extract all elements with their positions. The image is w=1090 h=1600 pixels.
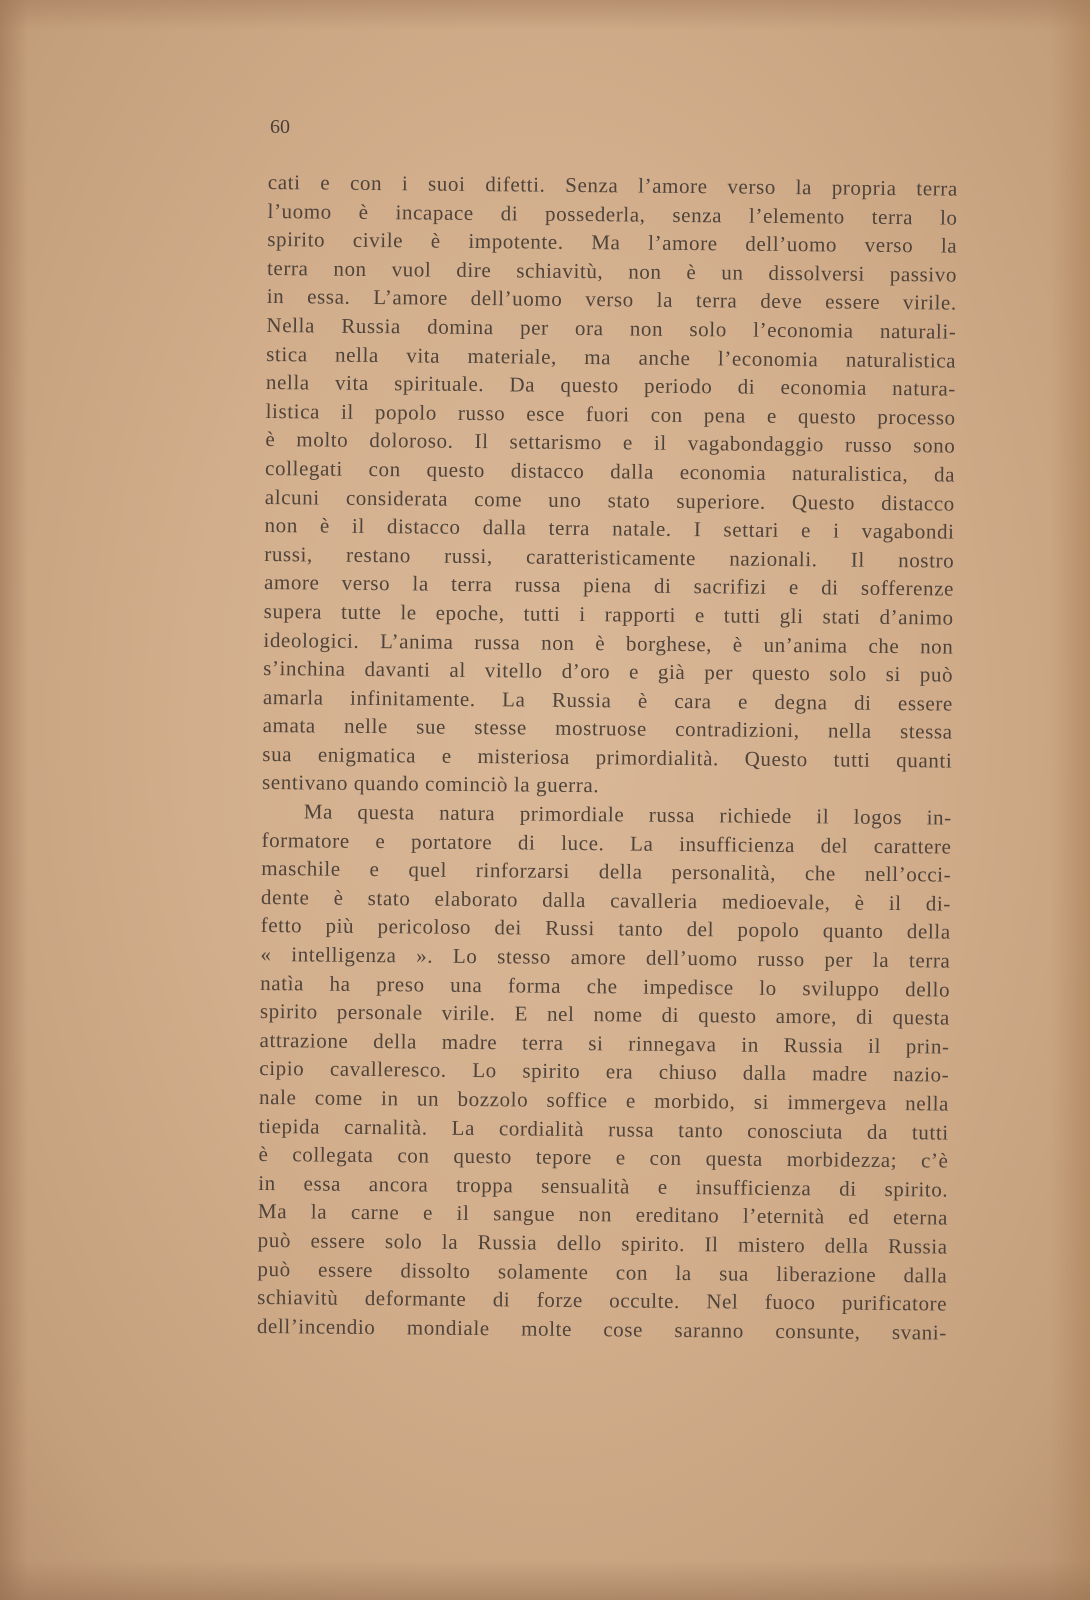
text-line: cipio cavalleresco. Lo spirito era chiuso dalla madre nazio- [259,1056,950,1087]
text-line: amore verso la terra russa piena di sacrifizi e di sofferenze [263,570,955,601]
page-edge-shadow-top [0,0,1090,30]
text-line: l’uomo è incapace di possederla, senza l’elemento terra lo [267,198,958,230]
page-number: 60 [270,116,290,138]
text-line: sentivano quando cominciò la guerra. [261,770,600,798]
page-edge-shadow-left [0,0,28,1600]
body-text [257,168,958,1347]
text-line: collegati con questo distacco dalla economia naturalistica, da [265,455,956,487]
text-line: nale come in un bozzolo soffice e morbido, si immergeva nella [258,1084,950,1116]
text-line: tiepida carnalità. La cordialità russa tanto conosciuta da tutti [258,1113,949,1145]
text-line: formatore e portatore di luce. La insufficienza del carattere [261,827,952,859]
text-line: è molto doloroso. Il settarismo e il vagabondaggio russo sono [265,427,956,458]
text-line: alcuni considerata come uno stato superiore. Questo distacco [264,484,955,516]
text-line: schiavitù deformante di forze occulte. Nel fuoco purificatore [257,1285,948,1316]
text-line: amata nelle sue stesse mostruose contradizioni, nella stessa [262,713,953,744]
text-line: Ma questa natura primordiale russa richiede il logos in- [303,799,952,830]
text-line: dell’incendio mondiale molte cose saranno consunte, svani- [256,1313,947,1345]
text-line: russi, restano russi, caratteristicamente nazionali. Il nostro [264,541,955,573]
text-line: può essere dissolto solamente con la sua liberazione dalla [257,1256,948,1288]
text-line: in essa ancora troppa sensualità e insufficienza di spirito. [258,1170,949,1202]
text-line: natìa ha preso una forma che impedisce lo sviluppo dello [260,970,951,1002]
text-line: Nella Russia domina per ora non solo l’economia naturali- [266,312,957,344]
text-line: nella vita spirituale. Da questo periodo di economia natura- [265,370,957,401]
text-line: in essa. L’amore dell’uomo verso la terra deve essere virile. [266,284,957,315]
text-line: Ma la carne e il sangue non ereditano l’eternità ed eterna [257,1199,949,1230]
text-line: sua enigmatica e misteriosa primordialità. Questo tutti quanti [262,741,953,773]
page-edge-shadow-right [1050,0,1090,1600]
page-edge-shadow-bottom [0,1560,1090,1600]
text-line: spirito personale virile. E nel nome di questo amore, di questa [259,999,950,1030]
text-line: amarla infinitamente. La Russia è cara e degna di essere [262,684,954,716]
text-line: spirito civile è impotente. Ma l’amore dell’uomo verso la [267,227,958,258]
text-line: attrazione della madre terra si rinnegava in Russia il prin- [259,1027,950,1059]
text-line: stica nella vita materiale, ma anche l’economia naturalistica [266,341,957,373]
text-line: supera tutte le epoche, tutti i rapporti e tutti gli stati d’animo [263,598,954,630]
text-line: non è il distacco dalla terra natale. I settari e i vagabondi [264,513,955,544]
text-line: listica il popolo russo esce fuori con pena e questo processo [265,398,956,430]
text-line: terra non vuol dire schiavitù, non è un dissolversi passivo [266,255,958,287]
text-line: « intelligenza ». Lo stesso amore dell’uomo russo per la terra [260,941,951,973]
text-line: s’inchina davanti al vitello d’oro e già per questo solo si può [263,656,954,687]
text-line: fetto più pericoloso dei Russi tanto del popolo quanto della [260,913,951,945]
text-line: ideologici. L’anima russa non è borghese, è un’anima che non [263,627,954,659]
text-line: maschile e quel rinforzarsi della personalità, che nell’occi- [261,856,952,887]
text-line: è collegata con questo tepore e con questa morbidezza; c’è [258,1142,949,1173]
text-line: dente è stato elaborato dalla cavalleria medioevale, è il di- [260,884,952,916]
text-line: cati e con i suoi difetti. Senza l’amore verso la propria terra [267,169,958,201]
text-line: può essere solo la Russia dello spirito. Il mistero della Russia [257,1227,948,1259]
